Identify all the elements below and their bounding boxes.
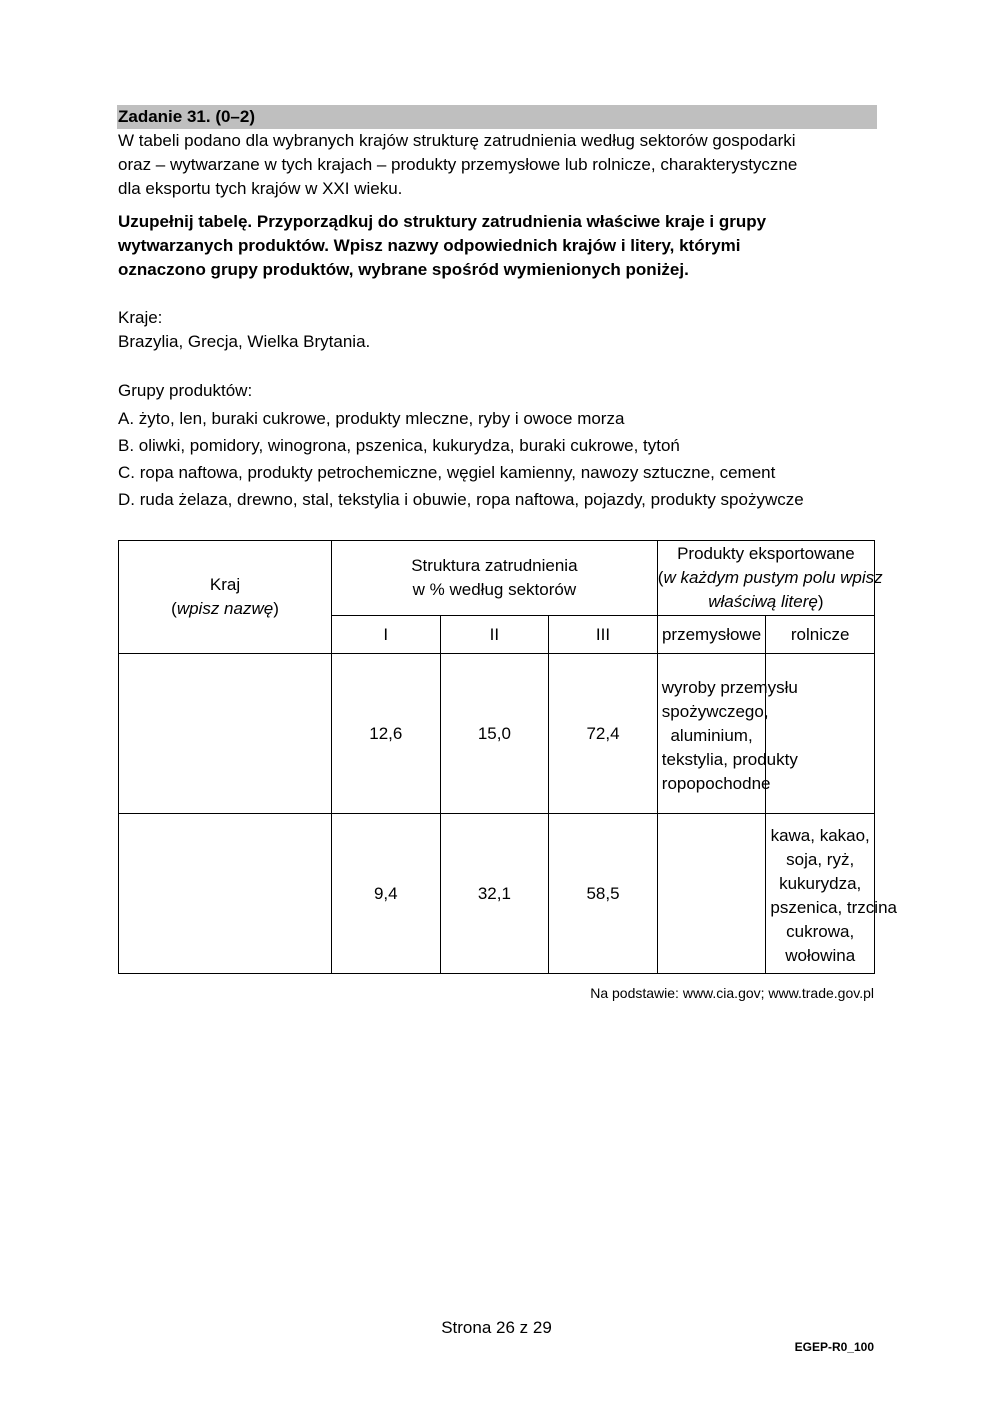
industrial-products-cell [657, 654, 798, 814]
industrial-answer-cell[interactable] [657, 814, 766, 974]
product-line: kukurydza, [779, 874, 862, 893]
exam-code: EGEP-R0_100 [794, 1340, 874, 1354]
product-line: pszenica, trzcina [770, 898, 897, 917]
product-line: soja, ryż, [786, 850, 855, 869]
header-country-hint-text: wpisz nazwę [176, 599, 274, 618]
product-groups-label: Grupy produktów: [118, 381, 253, 400]
table-row [119, 654, 875, 814]
task-header: Zadanie 31. (0–2) [117, 105, 877, 129]
product-line: aluminium, [670, 726, 753, 745]
header-country [119, 541, 332, 654]
header-products-hint: właściwą literę) [708, 592, 824, 611]
header-products-hint: (w każdym pustym polu wpisz [657, 568, 883, 587]
product-group-b: B. oliwki, pomidory, winogrona, pszenica, kukurydza, buraki cukrowe, tytoń [118, 436, 680, 455]
answer-table [118, 540, 897, 974]
product-line: ropopochodne [661, 774, 771, 793]
header-products-line: Produkty eksportowane [677, 544, 855, 563]
instruction-line: oznaczono grupy produktów, wybrane spośród wymienionych poniżej. [118, 260, 689, 279]
header-sector-3: III [549, 616, 658, 654]
task-instruction [118, 210, 878, 282]
header-country-label: Kraj [209, 575, 241, 594]
header-sector-1: I [332, 616, 441, 654]
header-products-hint-text: w każdym pustym polu wpisz [663, 568, 883, 587]
country-answer-cell[interactable] [119, 654, 332, 814]
header-agricultural: rolnicze [766, 616, 875, 654]
product-group-d: D. ruda żelaza, drewno, stal, tekstylia i obuwie, ropa naftowa, pojazdy, produkty spożywcze [118, 490, 804, 509]
header-employment-line: w % według sektorów [412, 580, 577, 599]
header-industrial: przemysłowe [657, 616, 766, 654]
product-groups-block [118, 379, 898, 512]
source-note: Na podstawie: www.cia.gov; www.trade.gov.pl [590, 985, 874, 1001]
country-answer-cell[interactable] [119, 814, 332, 974]
product-line: wołowina [785, 946, 856, 965]
intro-line: W tabeli podano dla wybranych krajów strukturę zatrudnienia według sektorów gospodarki [118, 131, 796, 150]
intro-line: dla eksportu tych krajów w XXI wieku. [118, 179, 403, 198]
page-number: Strona 26 z 29 [441, 1318, 552, 1337]
table-row [119, 814, 875, 974]
countries-label: Kraje: [118, 308, 163, 327]
product-group-c: C. ropa naftowa, produkty petrochemiczne, węgiel kamienny, nawozy sztuczne, cement [118, 463, 776, 482]
header-employment [332, 541, 658, 616]
product-line: cukrowa, [786, 922, 855, 941]
header-country-hint: (wpisz nazwę) [171, 599, 279, 618]
product-line: spożywczego, [661, 702, 769, 721]
product-line: tekstylia, produkty [661, 750, 798, 769]
instruction-line: Uzupełnij tabelę. Przyporządkuj do struktury zatrudnienia właściwe kraje i grupy [118, 212, 767, 231]
header-products-hint-text: właściwą literę [708, 592, 818, 611]
task-intro [118, 129, 878, 201]
sector-2-value: 15,0 [440, 654, 549, 814]
product-line: kawa, kakao, [770, 826, 870, 845]
header-employment-line: Struktura zatrudnienia [411, 556, 578, 575]
header-products [657, 541, 883, 616]
header-sector-2: II [440, 616, 549, 654]
agricultural-products-cell [766, 814, 897, 974]
sector-3-value: 58,5 [549, 814, 658, 974]
instruction-line: wytwarzanych produktów. Wpisz nazwy odpowiednich krajów i litery, którymi [118, 236, 741, 255]
product-line: wyroby przemysłu [661, 678, 798, 697]
sector-1-value: 12,6 [332, 654, 441, 814]
countries-list: Brazylia, Grecja, Wielka Brytania. [118, 332, 371, 351]
sector-1-value: 9,4 [332, 814, 441, 974]
countries-block [118, 306, 898, 354]
intro-line: oraz – wytwarzane w tych krajach – produkty przemysłowe lub rolnicze, charakterystyczne [118, 155, 798, 174]
sector-3-value: 72,4 [549, 654, 658, 814]
sector-2-value: 32,1 [440, 814, 549, 974]
product-group-a: A. żyto, len, buraki cukrowe, produkty mleczne, ryby i owoce morza [118, 409, 625, 428]
